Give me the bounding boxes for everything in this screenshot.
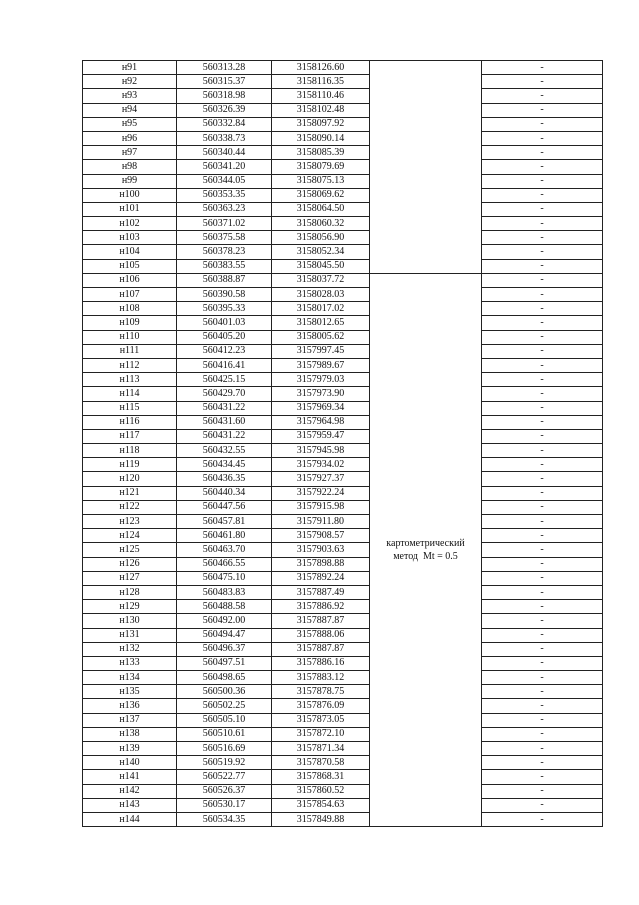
x-coordinate-cell: 560526.37 — [177, 784, 272, 798]
table-row — [83, 245, 603, 259]
y-coordinate-cell: 3157979.03 — [272, 373, 370, 387]
y-coordinate-cell: 3158005.62 — [272, 330, 370, 344]
y-coordinate-cell: 3157959.47 — [272, 429, 370, 443]
x-coordinate-cell: 560326.39 — [177, 103, 272, 117]
note-cell: - — [482, 685, 603, 699]
table-row — [83, 642, 603, 656]
y-coordinate-cell: 3158028.03 — [272, 288, 370, 302]
coordinates-table-body — [83, 61, 603, 827]
note-cell: - — [482, 117, 603, 131]
y-coordinate-cell: 3157927.37 — [272, 472, 370, 486]
x-coordinate-cell: 560318.98 — [177, 89, 272, 103]
note-cell: - — [482, 515, 603, 529]
table-row — [83, 160, 603, 174]
table-row — [83, 401, 603, 415]
point-id-cell: н115 — [83, 401, 177, 415]
y-coordinate-cell: 3157911.80 — [272, 515, 370, 529]
x-coordinate-cell: 560463.70 — [177, 543, 272, 557]
table-row — [83, 273, 603, 287]
y-coordinate-cell: 3158116.35 — [272, 75, 370, 89]
point-id-cell: н96 — [83, 131, 177, 145]
table-row — [83, 358, 603, 372]
table-row — [83, 543, 603, 557]
y-coordinate-cell: 3157883.12 — [272, 671, 370, 685]
coordinates-table — [82, 60, 603, 827]
note-cell: - — [482, 713, 603, 727]
note-cell: - — [482, 373, 603, 387]
table-row — [83, 614, 603, 628]
table-row — [83, 671, 603, 685]
point-id-cell: н91 — [83, 61, 177, 75]
point-id-cell: н133 — [83, 656, 177, 670]
x-coordinate-cell: 560388.87 — [177, 273, 272, 287]
note-cell: - — [482, 770, 603, 784]
x-coordinate-cell: 560390.58 — [177, 288, 272, 302]
point-id-cell: н117 — [83, 429, 177, 443]
table-row — [83, 756, 603, 770]
table-row — [83, 330, 603, 344]
note-cell: - — [482, 288, 603, 302]
table-row — [83, 742, 603, 756]
table-row — [83, 557, 603, 571]
x-coordinate-cell: 560341.20 — [177, 160, 272, 174]
x-coordinate-cell: 560498.65 — [177, 671, 272, 685]
point-id-cell: н140 — [83, 756, 177, 770]
y-coordinate-cell: 3158069.62 — [272, 188, 370, 202]
note-cell: - — [482, 671, 603, 685]
note-cell: - — [482, 202, 603, 216]
note-cell: - — [482, 344, 603, 358]
y-coordinate-cell: 3157945.98 — [272, 444, 370, 458]
note-cell: - — [482, 585, 603, 599]
y-coordinate-cell: 3158056.90 — [272, 231, 370, 245]
table-row — [83, 529, 603, 543]
table-row — [83, 61, 603, 75]
point-id-cell: н94 — [83, 103, 177, 117]
x-coordinate-cell: 560432.55 — [177, 444, 272, 458]
point-id-cell: н134 — [83, 671, 177, 685]
y-coordinate-cell: 3157887.87 — [272, 642, 370, 656]
x-coordinate-cell: 560315.37 — [177, 75, 272, 89]
point-id-cell: н97 — [83, 146, 177, 160]
note-cell: - — [482, 742, 603, 756]
table-row — [83, 259, 603, 273]
x-coordinate-cell: 560496.37 — [177, 642, 272, 656]
table-row — [83, 585, 603, 599]
note-cell: - — [482, 387, 603, 401]
point-id-cell: н121 — [83, 486, 177, 500]
note-cell: - — [482, 89, 603, 103]
x-coordinate-cell: 560363.23 — [177, 202, 272, 216]
point-id-cell: н99 — [83, 174, 177, 188]
coordinates-table-container — [82, 60, 602, 827]
y-coordinate-cell: 3157969.34 — [272, 401, 370, 415]
point-id-cell: н119 — [83, 458, 177, 472]
note-cell: - — [482, 656, 603, 670]
table-row — [83, 231, 603, 245]
x-coordinate-cell: 560434.45 — [177, 458, 272, 472]
point-id-cell: н137 — [83, 713, 177, 727]
x-coordinate-cell: 560431.60 — [177, 415, 272, 429]
note-cell: - — [482, 444, 603, 458]
point-id-cell: н105 — [83, 259, 177, 273]
y-coordinate-cell: 3157997.45 — [272, 344, 370, 358]
point-id-cell: н128 — [83, 585, 177, 599]
x-coordinate-cell: 560483.83 — [177, 585, 272, 599]
point-id-cell: н118 — [83, 444, 177, 458]
y-coordinate-cell: 3157870.58 — [272, 756, 370, 770]
note-cell: - — [482, 798, 603, 812]
y-coordinate-cell: 3157872.10 — [272, 727, 370, 741]
y-coordinate-cell: 3158060.32 — [272, 217, 370, 231]
note-cell: - — [482, 61, 603, 75]
x-coordinate-cell: 560516.69 — [177, 742, 272, 756]
point-id-cell: н135 — [83, 685, 177, 699]
table-row — [83, 600, 603, 614]
method-cell-upper — [370, 61, 482, 274]
x-coordinate-cell: 560494.47 — [177, 628, 272, 642]
point-id-cell: н111 — [83, 344, 177, 358]
point-id-cell: н123 — [83, 515, 177, 529]
note-cell: - — [482, 245, 603, 259]
x-coordinate-cell: 560505.10 — [177, 713, 272, 727]
table-row — [83, 628, 603, 642]
point-id-cell: н102 — [83, 217, 177, 231]
table-row — [83, 458, 603, 472]
point-id-cell: н127 — [83, 571, 177, 585]
y-coordinate-cell: 3157989.67 — [272, 358, 370, 372]
y-coordinate-cell: 3157915.98 — [272, 500, 370, 514]
note-cell: - — [482, 415, 603, 429]
table-row — [83, 685, 603, 699]
y-coordinate-cell: 3157888.06 — [272, 628, 370, 642]
point-id-cell: н143 — [83, 798, 177, 812]
y-coordinate-cell: 3158064.50 — [272, 202, 370, 216]
x-coordinate-cell: 560395.33 — [177, 302, 272, 316]
y-coordinate-cell: 3157886.92 — [272, 600, 370, 614]
y-coordinate-cell: 3157849.88 — [272, 812, 370, 826]
table-row — [83, 117, 603, 131]
x-coordinate-cell: 560500.36 — [177, 685, 272, 699]
note-cell: - — [482, 727, 603, 741]
point-id-cell: н92 — [83, 75, 177, 89]
table-row — [83, 486, 603, 500]
y-coordinate-cell: 3157871.34 — [272, 742, 370, 756]
table-row — [83, 75, 603, 89]
y-coordinate-cell: 3157964.98 — [272, 415, 370, 429]
y-coordinate-cell: 3157892.24 — [272, 571, 370, 585]
point-id-cell: н106 — [83, 273, 177, 287]
point-id-cell: н112 — [83, 358, 177, 372]
note-cell: - — [482, 302, 603, 316]
y-coordinate-cell: 3157886.16 — [272, 656, 370, 670]
point-id-cell: н113 — [83, 373, 177, 387]
x-coordinate-cell: 560431.22 — [177, 429, 272, 443]
x-coordinate-cell: 560519.92 — [177, 756, 272, 770]
note-cell: - — [482, 600, 603, 614]
point-id-cell: н139 — [83, 742, 177, 756]
x-coordinate-cell: 560502.25 — [177, 699, 272, 713]
table-row — [83, 174, 603, 188]
y-coordinate-cell: 3157903.63 — [272, 543, 370, 557]
note-cell: - — [482, 557, 603, 571]
y-coordinate-cell: 3158126.60 — [272, 61, 370, 75]
x-coordinate-cell: 560534.35 — [177, 812, 272, 826]
note-cell: - — [482, 75, 603, 89]
y-coordinate-cell: 3158017.02 — [272, 302, 370, 316]
x-coordinate-cell: 560475.10 — [177, 571, 272, 585]
x-coordinate-cell: 560425.15 — [177, 373, 272, 387]
note-cell: - — [482, 103, 603, 117]
table-row — [83, 812, 603, 826]
x-coordinate-cell: 560332.84 — [177, 117, 272, 131]
table-row — [83, 316, 603, 330]
y-coordinate-cell: 3157887.87 — [272, 614, 370, 628]
table-row — [83, 387, 603, 401]
point-id-cell: н141 — [83, 770, 177, 784]
note-cell: - — [482, 217, 603, 231]
table-row — [83, 699, 603, 713]
table-row — [83, 713, 603, 727]
table-row — [83, 798, 603, 812]
x-coordinate-cell: 560344.05 — [177, 174, 272, 188]
x-coordinate-cell: 560522.77 — [177, 770, 272, 784]
point-id-cell: н93 — [83, 89, 177, 103]
note-cell: - — [482, 614, 603, 628]
note-cell: - — [482, 628, 603, 642]
x-coordinate-cell: 560466.55 — [177, 557, 272, 571]
note-cell: - — [482, 174, 603, 188]
x-coordinate-cell: 560530.17 — [177, 798, 272, 812]
note-cell: - — [482, 273, 603, 287]
y-coordinate-cell: 3158102.48 — [272, 103, 370, 117]
point-id-cell: н116 — [83, 415, 177, 429]
note-cell: - — [482, 358, 603, 372]
y-coordinate-cell: 3157922.24 — [272, 486, 370, 500]
point-id-cell: н125 — [83, 543, 177, 557]
x-coordinate-cell: 560353.35 — [177, 188, 272, 202]
note-cell: - — [482, 131, 603, 145]
note-cell: - — [482, 529, 603, 543]
x-coordinate-cell: 560440.34 — [177, 486, 272, 500]
point-id-cell: н101 — [83, 202, 177, 216]
note-cell: - — [482, 316, 603, 330]
note-cell: - — [482, 784, 603, 798]
y-coordinate-cell: 3158079.69 — [272, 160, 370, 174]
point-id-cell: н130 — [83, 614, 177, 628]
y-coordinate-cell: 3157898.88 — [272, 557, 370, 571]
x-coordinate-cell: 560412.23 — [177, 344, 272, 358]
point-id-cell: н95 — [83, 117, 177, 131]
point-id-cell: н114 — [83, 387, 177, 401]
table-row — [83, 103, 603, 117]
point-id-cell: н132 — [83, 642, 177, 656]
note-cell: - — [482, 642, 603, 656]
note-cell: - — [482, 472, 603, 486]
y-coordinate-cell: 3158052.34 — [272, 245, 370, 259]
y-coordinate-cell: 3158090.14 — [272, 131, 370, 145]
y-coordinate-cell: 3157973.90 — [272, 387, 370, 401]
point-id-cell: н136 — [83, 699, 177, 713]
point-id-cell: н138 — [83, 727, 177, 741]
y-coordinate-cell: 3158037.72 — [272, 273, 370, 287]
point-id-cell: н107 — [83, 288, 177, 302]
method-label-line2: метод Mt = 0.5 — [393, 550, 458, 562]
table-row — [83, 302, 603, 316]
note-cell: - — [482, 500, 603, 514]
x-coordinate-cell: 560457.81 — [177, 515, 272, 529]
point-id-cell: н131 — [83, 628, 177, 642]
table-row — [83, 770, 603, 784]
x-coordinate-cell: 560510.61 — [177, 727, 272, 741]
x-coordinate-cell: 560429.70 — [177, 387, 272, 401]
note-cell: - — [482, 231, 603, 245]
x-coordinate-cell: 560492.00 — [177, 614, 272, 628]
point-id-cell: н120 — [83, 472, 177, 486]
y-coordinate-cell: 3157887.49 — [272, 585, 370, 599]
y-coordinate-cell: 3157860.52 — [272, 784, 370, 798]
x-coordinate-cell: 560436.35 — [177, 472, 272, 486]
y-coordinate-cell: 3158075.13 — [272, 174, 370, 188]
table-row — [83, 444, 603, 458]
x-coordinate-cell: 560375.58 — [177, 231, 272, 245]
note-cell: - — [482, 160, 603, 174]
y-coordinate-cell: 3157878.75 — [272, 685, 370, 699]
x-coordinate-cell: 560497.51 — [177, 656, 272, 670]
x-coordinate-cell: 560313.28 — [177, 61, 272, 75]
note-cell: - — [482, 571, 603, 585]
note-cell: - — [482, 259, 603, 273]
point-id-cell: н100 — [83, 188, 177, 202]
x-coordinate-cell: 560416.41 — [177, 358, 272, 372]
y-coordinate-cell: 3157868.31 — [272, 770, 370, 784]
y-coordinate-cell: 3158045.50 — [272, 259, 370, 273]
point-id-cell: н122 — [83, 500, 177, 514]
point-id-cell: н103 — [83, 231, 177, 245]
x-coordinate-cell: 560338.73 — [177, 131, 272, 145]
x-coordinate-cell: 560340.44 — [177, 146, 272, 160]
method-label-line1: картометрический — [386, 537, 465, 549]
table-row — [83, 784, 603, 798]
x-coordinate-cell: 560378.23 — [177, 245, 272, 259]
table-row — [83, 429, 603, 443]
point-id-cell: н104 — [83, 245, 177, 259]
point-id-cell: н108 — [83, 302, 177, 316]
table-row — [83, 415, 603, 429]
point-id-cell: н98 — [83, 160, 177, 174]
table-row — [83, 373, 603, 387]
point-id-cell: н124 — [83, 529, 177, 543]
note-cell: - — [482, 458, 603, 472]
point-id-cell: н126 — [83, 557, 177, 571]
x-coordinate-cell: 560383.55 — [177, 259, 272, 273]
x-coordinate-cell: 560447.56 — [177, 500, 272, 514]
note-cell: - — [482, 543, 603, 557]
y-coordinate-cell: 3157873.05 — [272, 713, 370, 727]
x-coordinate-cell: 560405.20 — [177, 330, 272, 344]
table-row — [83, 202, 603, 216]
note-cell: - — [482, 330, 603, 344]
note-cell: - — [482, 699, 603, 713]
x-coordinate-cell: 560371.02 — [177, 217, 272, 231]
y-coordinate-cell: 3158097.92 — [272, 117, 370, 131]
note-cell: - — [482, 146, 603, 160]
table-row — [83, 656, 603, 670]
table-row — [83, 515, 603, 529]
note-cell: - — [482, 486, 603, 500]
y-coordinate-cell: 3158012.65 — [272, 316, 370, 330]
table-row — [83, 727, 603, 741]
y-coordinate-cell: 3157876.09 — [272, 699, 370, 713]
x-coordinate-cell: 560461.80 — [177, 529, 272, 543]
point-id-cell: н109 — [83, 316, 177, 330]
table-row — [83, 131, 603, 145]
y-coordinate-cell: 3157908.57 — [272, 529, 370, 543]
table-row — [83, 89, 603, 103]
method-cell — [370, 273, 482, 826]
x-coordinate-cell: 560488.58 — [177, 600, 272, 614]
y-coordinate-cell: 3158085.39 — [272, 146, 370, 160]
note-cell: - — [482, 812, 603, 826]
y-coordinate-cell: 3157854.63 — [272, 798, 370, 812]
table-row — [83, 571, 603, 585]
x-coordinate-cell: 560431.22 — [177, 401, 272, 415]
table-row — [83, 217, 603, 231]
table-row — [83, 188, 603, 202]
y-coordinate-cell: 3157934.02 — [272, 458, 370, 472]
note-cell: - — [482, 429, 603, 443]
point-id-cell: н144 — [83, 812, 177, 826]
note-cell: - — [482, 756, 603, 770]
point-id-cell: н142 — [83, 784, 177, 798]
table-row — [83, 288, 603, 302]
note-cell: - — [482, 401, 603, 415]
table-row — [83, 344, 603, 358]
point-id-cell: н129 — [83, 600, 177, 614]
table-row — [83, 500, 603, 514]
point-id-cell: н110 — [83, 330, 177, 344]
table-row — [83, 472, 603, 486]
y-coordinate-cell: 3158110.46 — [272, 89, 370, 103]
table-row — [83, 146, 603, 160]
note-cell: - — [482, 188, 603, 202]
x-coordinate-cell: 560401.03 — [177, 316, 272, 330]
